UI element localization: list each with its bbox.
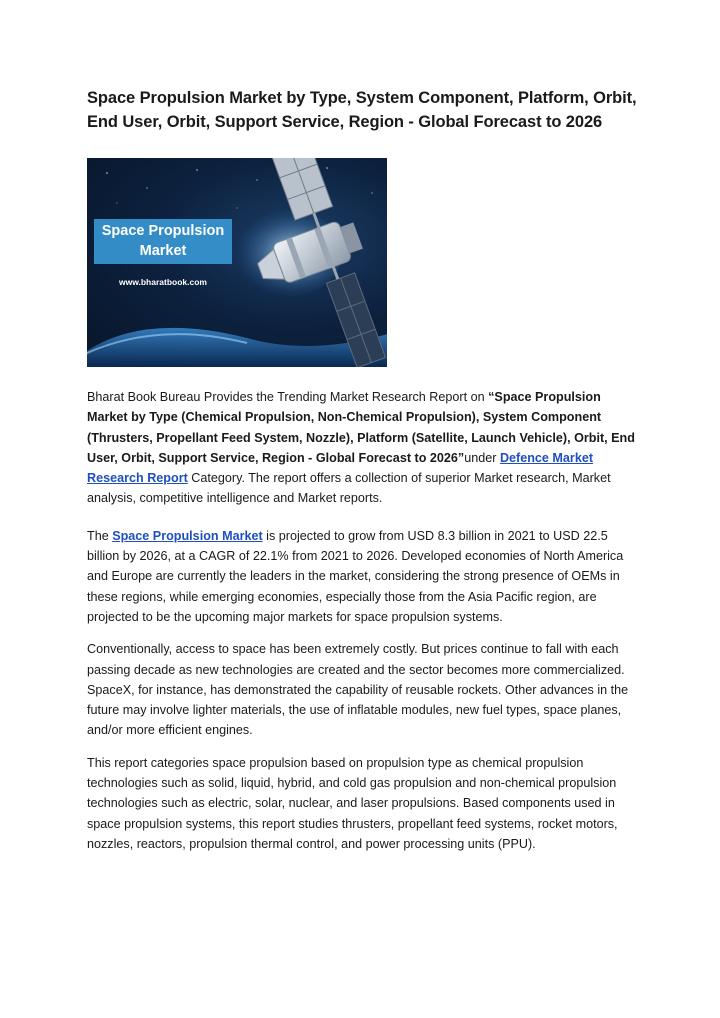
intro-paragraph [87,387,642,509]
intro-rest-text: Category. The report offers a collection of superior Market research, Market analysis, competitive intelligence and Market reports. [87,471,611,506]
hero-title: Space Propulsion Market [94,219,232,264]
market-size-text: is projected to grow from USD 8.3 billion in 2021 to USD 22.5 billion by 2026, at a CAGR of 22.1% from 2021 to 2026. Developed economies of North America and Europe are currently the leaders in the market, considering the strong presence of OEMs in these regions, while emerging economies, especially those from the Asia Pacific region, are projected to be the upcoming major markets for space propulsion systems. [87,528,624,624]
hero-url: www.bharatbook.com [118,277,207,287]
defence-market-research-report-link[interactable]: Defence Market Research Report [87,450,594,486]
space-propulsion-market-link[interactable]: Space Propulsion Market [112,528,263,543]
market-size-paragraph [87,526,642,627]
the-text: The [87,528,113,543]
hero-image [87,158,387,367]
document-title: Space Propulsion Market by Type, System Component, Platform, Orbit, End User, Orbit, Support Service, Region - Global Forecast to 2026 [87,89,637,131]
report-title-text: “Space Propulsion Market by Type (Chemical Propulsion, Non-Chemical Propulsion), System Component (Thrusters, Propellant Feed System, Nozzle), Platform (Satellite, Launch Vehicle), Orbit, End User, Orbit, Support Service, Region - Global Forecast to 2026” [87,390,635,465]
intro-text: Bharat Book Bureau Provides the Trending Market Research Report on [87,390,489,404]
categories-paragraph: This report categories space propulsion based on propulsion type as chemical propulsion technologies such as solid, liquid, hybrid, and cold gas propulsion and non-chemical propulsion technologies such as electric, solar, nuclear, and laser propulsions. Based components used in space propulsion systems, this report studies thrusters, propellant feed systems, rocket motors, nozzles, reactors, propulsion thermal control, and power processing units (PPU). [87,755,618,851]
under-text: under [464,450,500,465]
cost-paragraph: Conventionally, access to space has been extremely costly. But prices continue to fall with each passing decade as new technologies are created and the sector becomes more commercialized. SpaceX, for instance, has demonstrated the capability of reusable rockets. Other advances in the future may involve lighter materials, the use of inflatable modules, new fuel types, space planes, and/or more efficient engines. [87,642,629,738]
document-page [87,86,642,854]
